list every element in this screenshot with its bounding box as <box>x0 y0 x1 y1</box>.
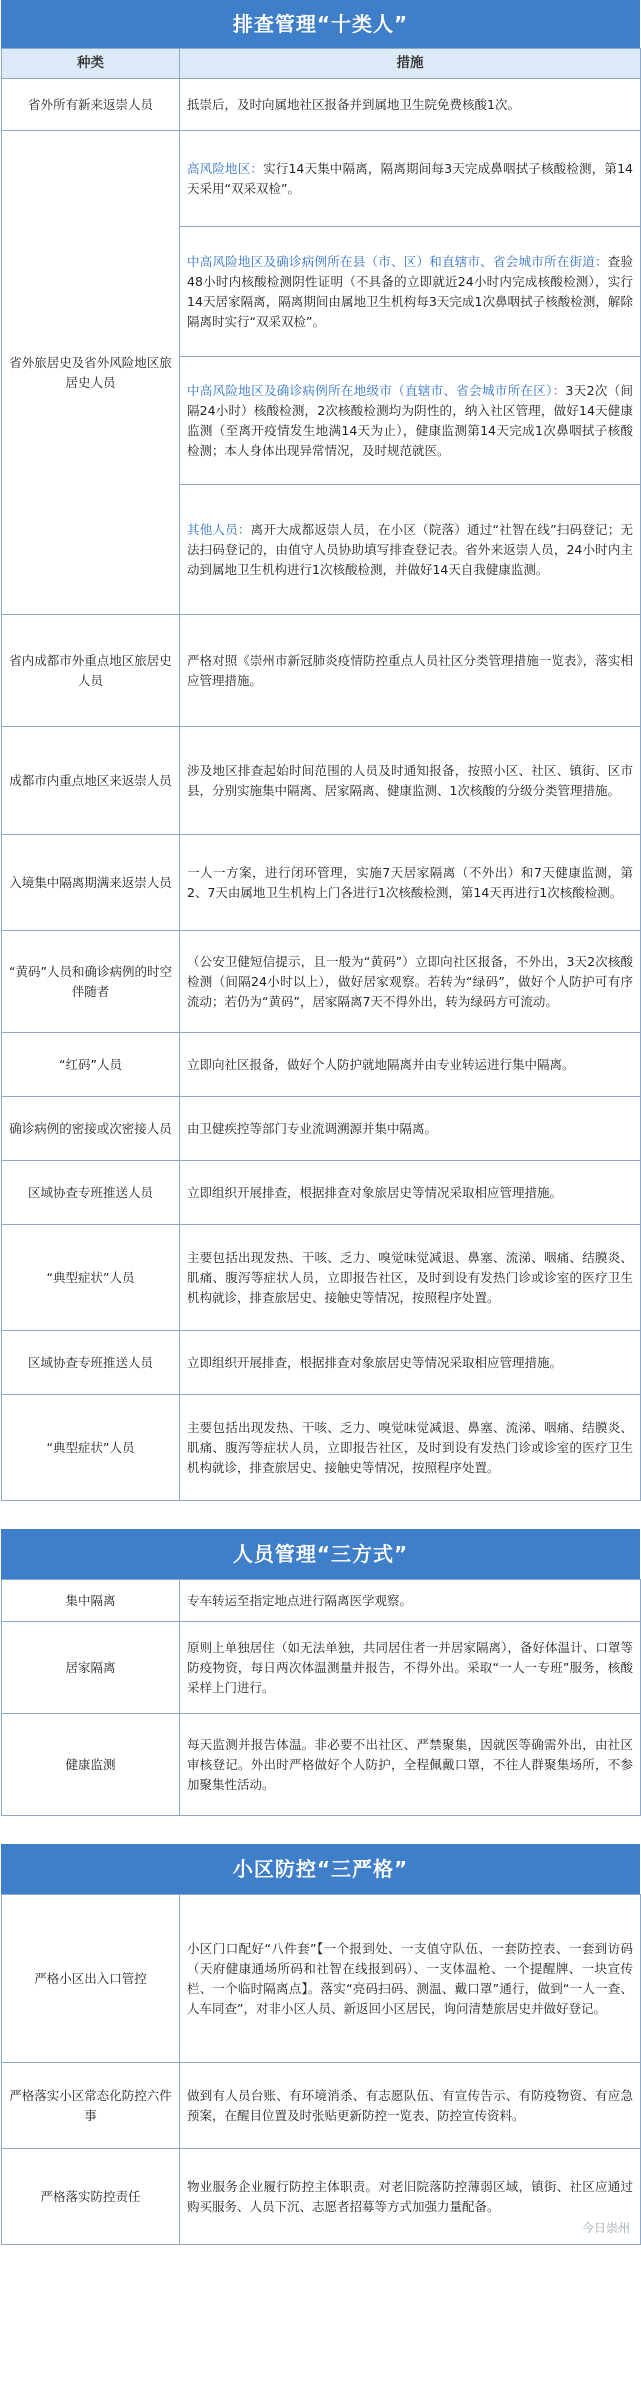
section-title: 人员管理“三方式” <box>1 1529 640 1579</box>
row-type: 严格落实防控责任 <box>2 2149 180 2245</box>
row-type: 健康监测 <box>2 1714 180 1816</box>
row-measure <box>180 357 641 485</box>
section-divider <box>0 1816 641 1844</box>
table-row <box>2 1580 641 1622</box>
table-row <box>2 1033 641 1097</box>
row-measure: 做到有人员台账、有环境消杀、有志愿队伍、有宣传告示、有防疫物资、有应急预案，在醒目位置及时张贴更新防控一览表、防控宣传资料。 <box>180 2063 641 2149</box>
row-type: 严格小区出入口管控 <box>2 1895 180 2063</box>
table-row <box>2 2149 641 2245</box>
table-row <box>2 1097 641 1161</box>
row-measure <box>180 485 641 615</box>
row-measure: 立即组织开展排查，根据排查对象旅居史等情况采取相应管理措施。 <box>180 1161 641 1225</box>
row-measure: 物业服务企业履行防控主体职责。对老旧院落防控薄弱区域，镇街、社区应通过购买服务、人员下沉、志愿者招募等方式加强力量配备。 <box>180 2149 641 2245</box>
row-type: 成都市内重点地区来返崇人员 <box>2 727 180 835</box>
measure-text: 实行14天集中隔离，隔离期间每3天完成鼻咽拭子核酸检测，第14天采用“双采双检”。 <box>187 160 633 196</box>
table-row <box>2 79 641 131</box>
measure-text: 离开大成都返崇人员，在小区（院落）通过“社智在线”扫码登记；无法扫码登记的，由值守人员协助填写排查登记表。省外来返崇人员，24小时内主动到属地卫生机构进行1次核酸检测，并做好14天自我健康监测。 <box>187 521 633 577</box>
row-measure: 立即向社区报备，做好个人防护就地隔离并由专业转运进行集中隔离。 <box>180 1033 641 1097</box>
header-measures: 措施 <box>180 49 641 79</box>
table-row <box>2 131 641 227</box>
row-measure: 专车转运至指定地点进行隔离医学观察。 <box>180 1580 641 1622</box>
measure-label: 中高风险地区及确诊病例所在县（市、区）和直辖市、省会城市所在街道： <box>187 253 608 269</box>
row-type: “典型症状”人员 <box>2 1225 180 1331</box>
row-measure: 主要包括出现发热、干咳、乏力、嗅觉味觉减退、鼻塞、流涕、咽痛、结膜炎、肌痛、腹泻等症状人员，立即报告社区，及时到设有发热门诊或诊室的医疗卫生机构就诊，排查旅居史、接触史等情况，按照程序处置。 <box>180 1225 641 1331</box>
table-row <box>2 1161 641 1225</box>
row-type: 严格落实小区常态化防控六件事 <box>2 2063 180 2149</box>
ten-types-table <box>1 48 641 1501</box>
row-type: 集中隔离 <box>2 1580 180 1622</box>
row-measure <box>180 131 641 227</box>
measure-label: 中高风险地区及确诊病例所在地级市（直辖市、省会城市所在区）： <box>187 382 566 398</box>
row-type: 区域协查专班推送人员 <box>2 1161 180 1225</box>
row-measure: 立即组织开展排查，根据排查对象旅居史等情况采取相应管理措施。 <box>180 1331 641 1395</box>
table-row <box>2 615 641 727</box>
measure-text: 3天2次（间隔24小时）核酸检测，2次核酸检测均为阴性的，纳入社区管理，做好14天健康监测（至离开疫情发生地满14天为止），健康监测第14天完成1次鼻咽拭子核酸检测；本人身体出现异常情况，及时规范就医。 <box>187 382 633 458</box>
table-row <box>2 1714 641 1816</box>
row-type: “典型症状”人员 <box>2 1395 180 1501</box>
row-measure: 严格对照《崇州市新冠肺炎疫情防控重点人员社区分类管理措施一览表》，落实相应管理措施。 <box>180 615 641 727</box>
table-row <box>2 1331 641 1395</box>
table-row <box>2 2063 641 2149</box>
row-measure: 原则上单独居住（如无法单独，共同居住者一并居家隔离），备好体温计、口罩等防疫物资，每日两次体温测量并报告，不得外出。采取“一人一专班”服务，核酸采样上门进行。 <box>180 1622 641 1714</box>
row-type: “黄码”人员和确诊病例的时空伴随者 <box>2 931 180 1033</box>
row-type: 居家隔离 <box>2 1622 180 1714</box>
row-type: 省内成都市外重点地区旅居史人员 <box>2 615 180 727</box>
measure-text: 查验48小时内核酸检测阴性证明（不具备的立即就近24小时内完成核酸检测），实行14天居家隔离，隔离期间由属地卫生机构每3天完成1次鼻咽拭子核酸检测，解除隔离时实行“双采双检”。 <box>187 253 633 329</box>
table-row <box>2 931 641 1033</box>
row-type: 省外所有新来返崇人员 <box>2 79 180 131</box>
watermark-text: 今日崇州 <box>581 2221 630 2235</box>
row-measure: 由卫健疾控等部门专业流调溯源并集中隔离。 <box>180 1097 641 1161</box>
section-title: 小区防控“三严格” <box>1 1844 640 1894</box>
row-measure: 涉及地区排查起始时间范围的人员及时通知报备，按照小区、社区、镇街、区市县，分别实施集中隔离、居家隔离、健康监测、1次核酸的分级分类管理措施。 <box>180 727 641 835</box>
row-measure: 一人一方案，进行闭环管理，实施7天居家隔离（不外出）和7天健康监测，第2、7天由属地卫生机构上门各进行1次核酸检测，第14天再进行1次核酸检测。 <box>180 835 641 931</box>
row-type: “红码”人员 <box>2 1033 180 1097</box>
table-header <box>2 49 641 79</box>
three-methods-table <box>1 1579 641 1816</box>
measure-label: 其他人员： <box>187 521 251 537</box>
header-type: 种类 <box>2 49 180 79</box>
row-type: 入境集中隔离期满来返崇人员 <box>2 835 180 931</box>
section-title: 排查管理“十类人” <box>1 0 640 48</box>
section-divider <box>0 1501 641 1529</box>
row-measure: 抵崇后，及时向属地社区报备并到属地卫生院免费核酸1次。 <box>180 79 641 131</box>
table-row <box>2 1395 641 1501</box>
table-row <box>2 1622 641 1714</box>
table-row <box>2 727 641 835</box>
row-measure: 每天监测并报告体温。非必要不出社区、严禁聚集，因就医等确需外出，由社区审核登记。外出时严格做好个人防护，全程佩戴口罩，不往人群聚集场所，不参加聚集性活动。 <box>180 1714 641 1816</box>
row-measure: （公安卫健短信提示，且一般为“黄码”）立即向社区报备，不外出，3天2次核酸检测（间隔24小时以上），做好居家观察。若转为“绿码”，做好个人防护可有序流动；若仍为“黄码”，居家隔离7天不得外出，转为绿码方可流动。 <box>180 931 641 1033</box>
row-measure: 小区门口配好“八件套”【一个报到处、一支值守队伍、一套防控表、一套到访码（天府健康通场所码和社智在线报到码）、一支体温枪、一个提醒牌、一块宣传栏、一个临时隔离点】。落实“亮码扫码、测温、戴口罩”通行，做到“一人一查、人车同查”，对非小区人员、新返回小区居民，询问清楚旅居史并做好登记。 <box>180 1895 641 2063</box>
table-row <box>2 835 641 931</box>
row-measure: 主要包括出现发热、干咳、乏力、嗅觉味觉减退、鼻塞、流涕、咽痛、结膜炎、肌痛、腹泻等症状人员，立即报告社区，及时到设有发热门诊或诊室的医疗卫生机构就诊，排查旅居史、接触史等情况，按照程序处置。 <box>180 1395 641 1501</box>
row-type: 确诊病例的密接或次密接人员 <box>2 1097 180 1161</box>
section-three-strict <box>0 1844 641 2245</box>
row-type: 省外旅居史及省外风险地区旅居史人员 <box>2 131 180 615</box>
table-row <box>2 1895 641 2063</box>
row-type: 区域协查专班推送人员 <box>2 1331 180 1395</box>
measure-label: 高风险地区： <box>187 160 264 176</box>
table-row <box>2 1225 641 1331</box>
row-measure <box>180 227 641 357</box>
section-three-methods <box>0 1529 641 1816</box>
three-strict-table <box>1 1894 641 2245</box>
